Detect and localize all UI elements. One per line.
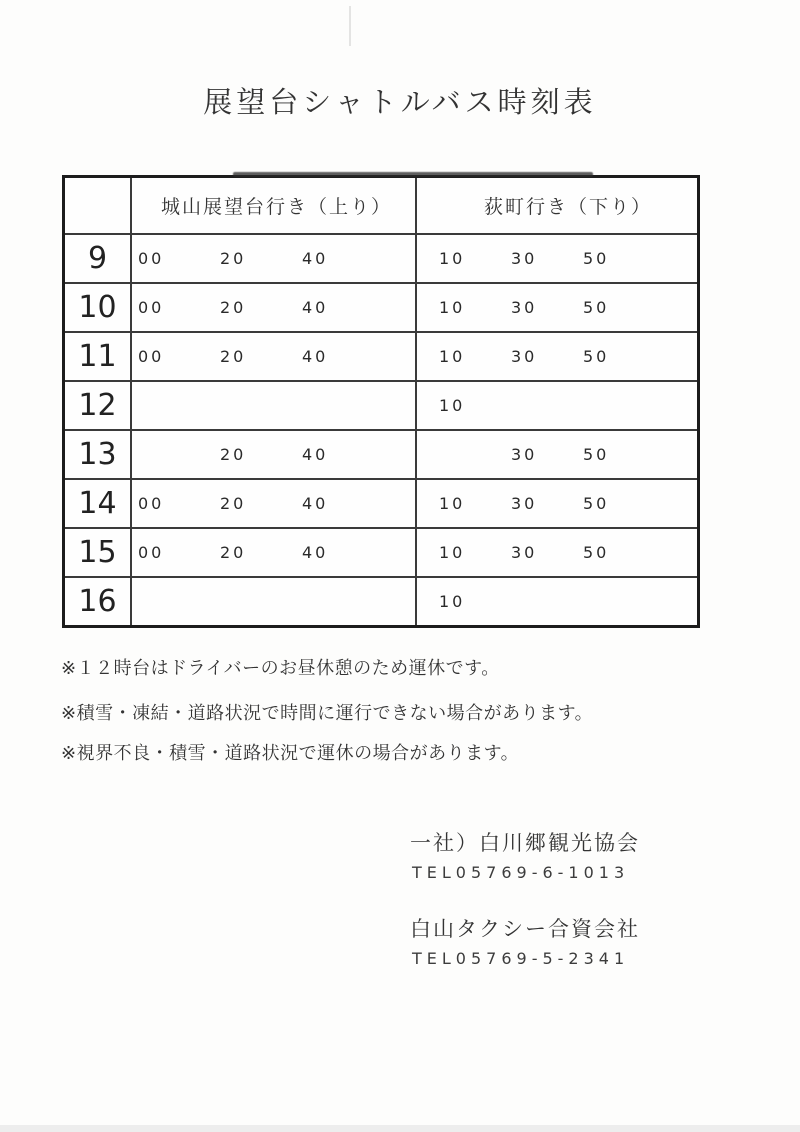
up-minutes-cell <box>132 529 417 576</box>
minute-value: 10 <box>439 249 466 268</box>
minute-value: 10 <box>439 543 466 562</box>
minute-value: 20 <box>220 543 247 562</box>
minute-value: 10 <box>439 494 466 513</box>
down-column-header: 荻町行き（下り） <box>483 196 652 218</box>
contact-organization-name: 一社）白川郷観光協会 <box>410 831 640 855</box>
minute-value: 50 <box>583 298 610 317</box>
table-header-row <box>65 178 697 233</box>
contact-phone-number: TEL05769-5-2341 <box>412 949 630 968</box>
scan-artifact <box>0 1125 800 1132</box>
minute-value: 40 <box>302 298 329 317</box>
minute-value: 10 <box>439 298 466 317</box>
minute-value: 30 <box>511 249 538 268</box>
scan-artifact <box>233 172 593 177</box>
hour-cell: 14 <box>65 480 132 527</box>
up-minutes-cell <box>132 333 417 380</box>
note-visibility-cancellation: ※視界不良・積雪・道路状況で運休の場合があります。 <box>61 743 520 764</box>
table-row <box>65 331 697 380</box>
hour-cell: 10 <box>65 284 132 331</box>
down-minutes-cell <box>417 578 697 625</box>
minute-value: 00 <box>138 347 165 366</box>
minute-value: 40 <box>302 494 329 513</box>
scan-artifact <box>349 6 351 46</box>
hour-cell: 11 <box>65 333 132 380</box>
minute-value: 40 <box>302 543 329 562</box>
minute-value: 20 <box>220 249 247 268</box>
minute-value: 30 <box>511 543 538 562</box>
up-minutes-cell <box>132 480 417 527</box>
minute-value: 00 <box>138 298 165 317</box>
minute-value: 10 <box>439 347 466 366</box>
minute-value: 00 <box>138 494 165 513</box>
minute-value: 50 <box>583 543 610 562</box>
down-minutes-cell <box>417 529 697 576</box>
minute-value: 20 <box>220 298 247 317</box>
page-title: 展望台シャトルバス時刻表 <box>203 85 597 119</box>
minute-value: 40 <box>302 347 329 366</box>
hour-column-header <box>65 178 132 233</box>
hour-cell: 16 <box>65 578 132 625</box>
hour-cell: 15 <box>65 529 132 576</box>
down-minutes-cell <box>417 284 697 331</box>
minute-value: 40 <box>302 445 329 464</box>
hour-cell: 13 <box>65 431 132 478</box>
contact-phone-number: TEL05769-6-1013 <box>412 863 630 882</box>
down-minutes-cell <box>417 333 697 380</box>
table-row <box>65 478 697 527</box>
table-row <box>65 527 697 576</box>
minute-value: 00 <box>138 249 165 268</box>
hour-cell: 12 <box>65 382 132 429</box>
minute-value: 50 <box>583 249 610 268</box>
minute-value: 50 <box>583 445 610 464</box>
minute-value: 20 <box>220 445 247 464</box>
table-row <box>65 233 697 282</box>
minute-value: 30 <box>511 347 538 366</box>
hour-cell: 9 <box>65 235 132 282</box>
table-row <box>65 429 697 478</box>
minute-value: 10 <box>439 396 466 415</box>
up-minutes-cell <box>132 431 417 478</box>
minute-value: 20 <box>220 347 247 366</box>
minute-value: 50 <box>583 494 610 513</box>
down-minutes-cell <box>417 382 697 429</box>
minute-value: 00 <box>138 543 165 562</box>
up-minutes-cell <box>132 235 417 282</box>
minute-value: 10 <box>439 592 466 611</box>
up-minutes-cell <box>132 382 417 429</box>
down-minutes-cell <box>417 480 697 527</box>
up-minutes-cell <box>132 578 417 625</box>
shuttle-bus-timetable <box>62 175 700 628</box>
table-row <box>65 380 697 429</box>
down-minutes-cell <box>417 431 697 478</box>
minute-value: 30 <box>511 445 538 464</box>
up-minutes-cell <box>132 284 417 331</box>
minute-value: 20 <box>220 494 247 513</box>
table-row <box>65 282 697 331</box>
minute-value: 30 <box>511 494 538 513</box>
note-snow-delay: ※積雪・凍結・道路状況で時間に運行できない場合があります。 <box>61 703 594 724</box>
table-row <box>65 576 697 625</box>
note-lunch-break: ※１２時台はドライバーのお昼休憩のため運休です。 <box>61 658 500 679</box>
contact-organization-name: 白山タクシー合資会社 <box>410 917 640 941</box>
minute-value: 50 <box>583 347 610 366</box>
up-column-header: 城山展望台行き（上り） <box>132 178 417 233</box>
down-minutes-cell <box>417 235 697 282</box>
minute-value: 40 <box>302 249 329 268</box>
minute-value: 30 <box>511 298 538 317</box>
